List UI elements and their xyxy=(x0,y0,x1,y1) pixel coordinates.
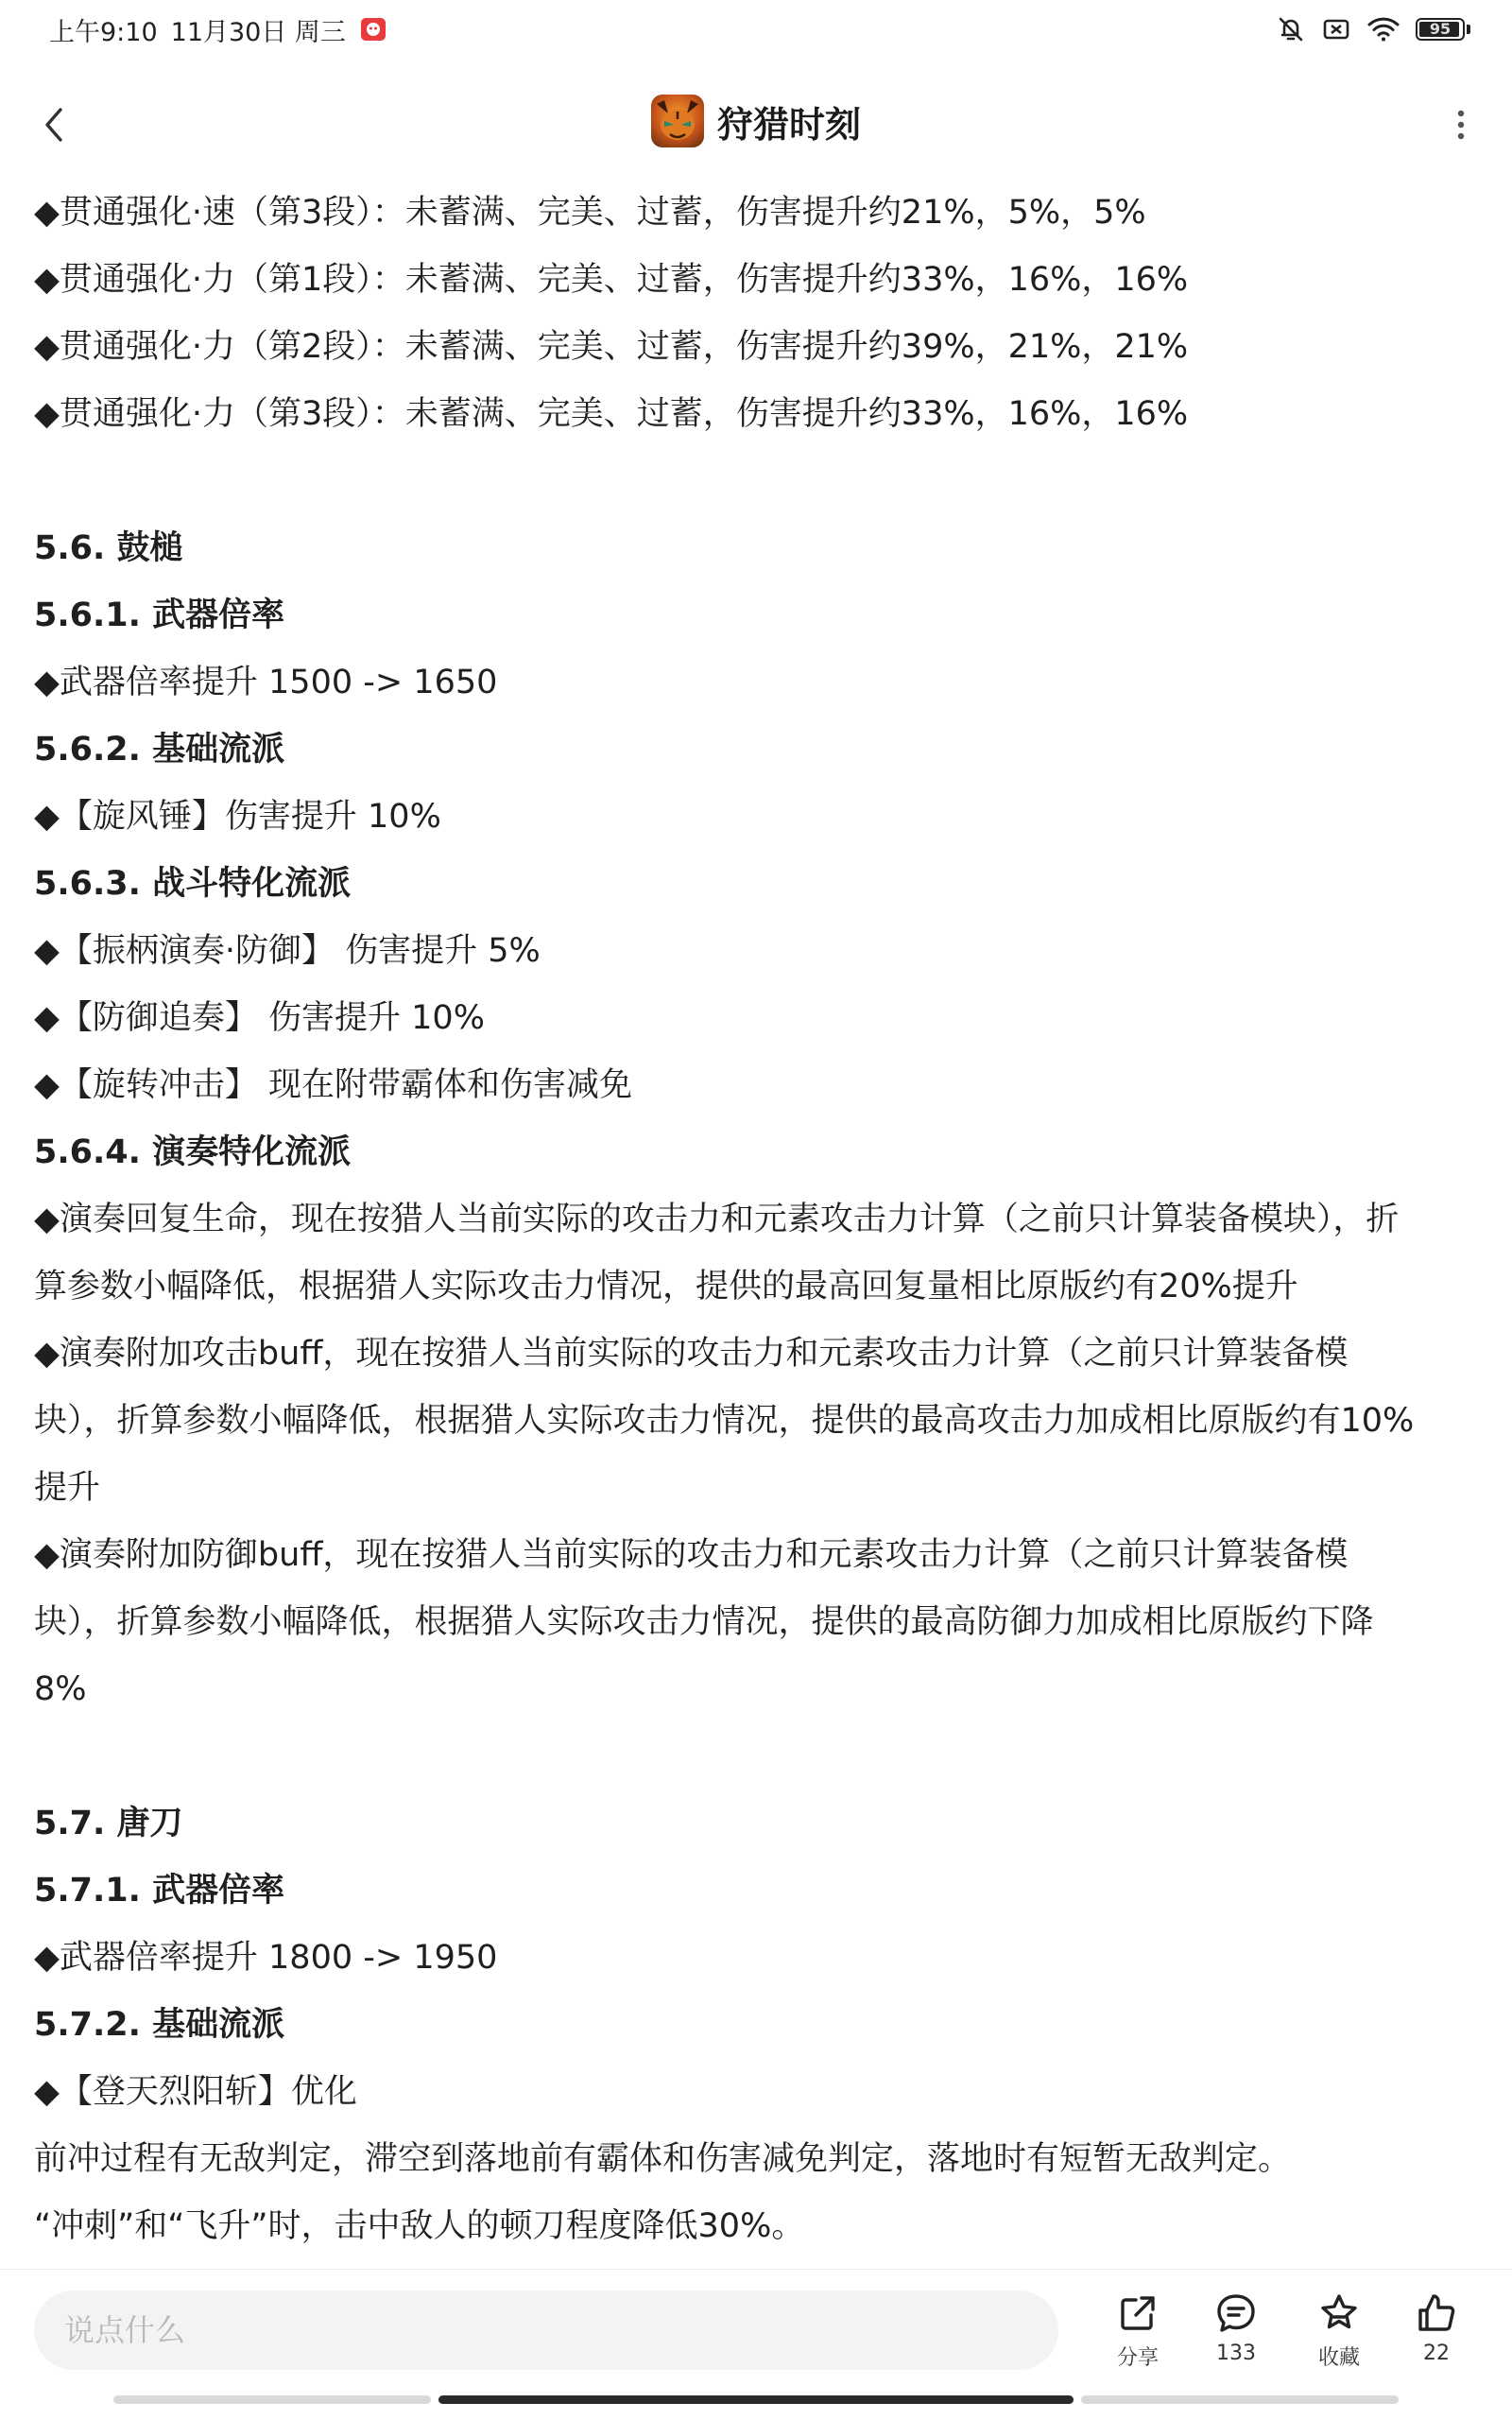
paragraph-line: “冲刺”和“飞升”时，击中敌人的顿刀程度降低30%。 xyxy=(34,2207,805,2245)
paragraph-line: ◆【旋转冲击】 现在附带霸体和伤害减免 xyxy=(34,1066,633,1104)
section-heading: 5.6.2. 基础流派 xyxy=(34,731,285,769)
section-heading: 5.7.2. 基础流派 xyxy=(34,2006,285,2044)
paragraph-line: ◆【登天烈阳斩】优化 xyxy=(34,2073,357,2111)
section-heading: 5.6. 鼓槌 xyxy=(34,529,183,567)
paragraph-line: ◆【振柄演奏·防御】 伤害提升 5% xyxy=(34,932,541,970)
section-heading: 5.6.1. 武器倍率 xyxy=(34,596,285,634)
favorite-label: 收藏 xyxy=(1317,2346,1360,2370)
paragraph-line: ◆贯通强化·力（第2段）：未蓄满、完美、过蓄，伤害提升约39%，21%，21% xyxy=(34,328,1189,366)
section-heading: 5.7. 唐刀 xyxy=(34,1805,183,1842)
status-time: 上午9:10 xyxy=(49,17,158,47)
share-icon xyxy=(1117,2289,1159,2338)
battery-body xyxy=(1416,18,1465,41)
header-center xyxy=(0,95,1512,147)
paragraph-line: ◆贯通强化·速（第3段）：未蓄满、完美、过蓄，伤害提升约21%，5%，5% xyxy=(34,194,1146,232)
section-heading: 5.6.3. 战斗特化流派 xyxy=(34,865,352,903)
comment-count: 133 xyxy=(1216,2342,1256,2365)
no-sim-icon xyxy=(1321,14,1351,44)
blank-line xyxy=(34,1723,1480,1790)
comment-button[interactable] xyxy=(1189,2289,1283,2365)
thumbs-up-icon xyxy=(1415,2289,1458,2338)
paragraph-line: ◆武器倍率提升 1500 -> 1650 xyxy=(34,664,498,701)
gesture-handle[interactable] xyxy=(438,2395,1074,2404)
status-left xyxy=(49,11,387,48)
status-date: 11月30日 周三 xyxy=(170,17,346,47)
header xyxy=(0,59,1512,191)
share-label: 分享 xyxy=(1116,2346,1159,2370)
app-title: 狩猎时刻 xyxy=(716,103,861,146)
paragraph-line: ◆演奏附加防御buff，现在按猎人当前实际的攻击力和元素攻击力计算（之前只计算装备模 xyxy=(34,1536,1349,1574)
battery-cap xyxy=(1467,25,1470,34)
paragraph-line: ◆贯通强化·力（第1段）：未蓄满、完美、过蓄，伤害提升约33%，16%，16% xyxy=(34,261,1189,299)
paragraph-line: ◆【旋风锤】伤害提升 10% xyxy=(34,798,441,836)
favorite-button[interactable] xyxy=(1292,2289,1386,2371)
status-right xyxy=(1276,14,1470,44)
blank-line xyxy=(34,448,1480,515)
notification-app-icon xyxy=(359,15,387,43)
status-bar xyxy=(0,0,1512,59)
more-options-button[interactable] xyxy=(1433,96,1489,153)
paragraph-line: ◆演奏回复生命，现在按猎人当前实际的攻击力和元素攻击力计算（之前只计算装备模块），折 xyxy=(34,1201,1400,1238)
wifi-icon xyxy=(1366,15,1400,43)
like-button[interactable] xyxy=(1389,2289,1484,2365)
bottom-action-bar xyxy=(0,2269,1512,2389)
mute-bell-icon xyxy=(1276,14,1306,44)
section-heading: 5.6.4. 演奏特化流派 xyxy=(34,1133,352,1171)
section-heading: 5.7.1. 武器倍率 xyxy=(34,1872,285,1910)
paragraph-line: 8% xyxy=(34,1670,87,1708)
paragraph-line: 块），折算参数小幅降低，根据猎人实际攻击力情况，提供的最高攻击力加成相比原版约有10% xyxy=(34,1402,1415,1440)
battery-indicator xyxy=(1416,18,1470,41)
game-logo-icon xyxy=(651,95,704,147)
paragraph-line: ◆演奏附加攻击buff，现在按猎人当前实际的攻击力和元素攻击力计算（之前只计算装备模 xyxy=(34,1335,1349,1373)
article-content xyxy=(34,180,1480,2260)
paragraph-line: ◆【防御追奏】 伤害提升 10% xyxy=(34,999,485,1037)
paragraph-line: 前冲过程有无敌判定，滞空到落地前有霸体和伤害减免判定，落地时有短暂无敌判定。 xyxy=(34,2140,1292,2178)
paragraph-line: ◆贯通强化·力（第3段）：未蓄满、完美、过蓄，伤害提升约33%，16%，16% xyxy=(34,395,1189,433)
gesture-bar-right xyxy=(1081,2395,1399,2404)
paragraph-line: 算参数小幅降低，根据猎人实际攻击力情况，提供的最高回复量相比原版约有20%提升 xyxy=(34,1268,1298,1305)
like-count: 22 xyxy=(1423,2342,1450,2365)
gesture-bar-left xyxy=(113,2395,431,2404)
comment-input[interactable] xyxy=(34,2290,1058,2370)
share-button[interactable] xyxy=(1091,2289,1185,2371)
more-vertical-icon xyxy=(1455,106,1467,144)
paragraph-line: 提升 xyxy=(34,1469,101,1507)
comment-icon xyxy=(1214,2289,1258,2338)
battery-level-text: 95 xyxy=(1429,20,1452,38)
paragraph-line: ◆武器倍率提升 1800 -> 1950 xyxy=(34,1939,498,1977)
paragraph-line: 块），折算参数小幅降低，根据猎人实际攻击力情况，提供的最高防御力加成相比原版约下降 xyxy=(34,1603,1374,1641)
star-icon xyxy=(1317,2289,1361,2338)
